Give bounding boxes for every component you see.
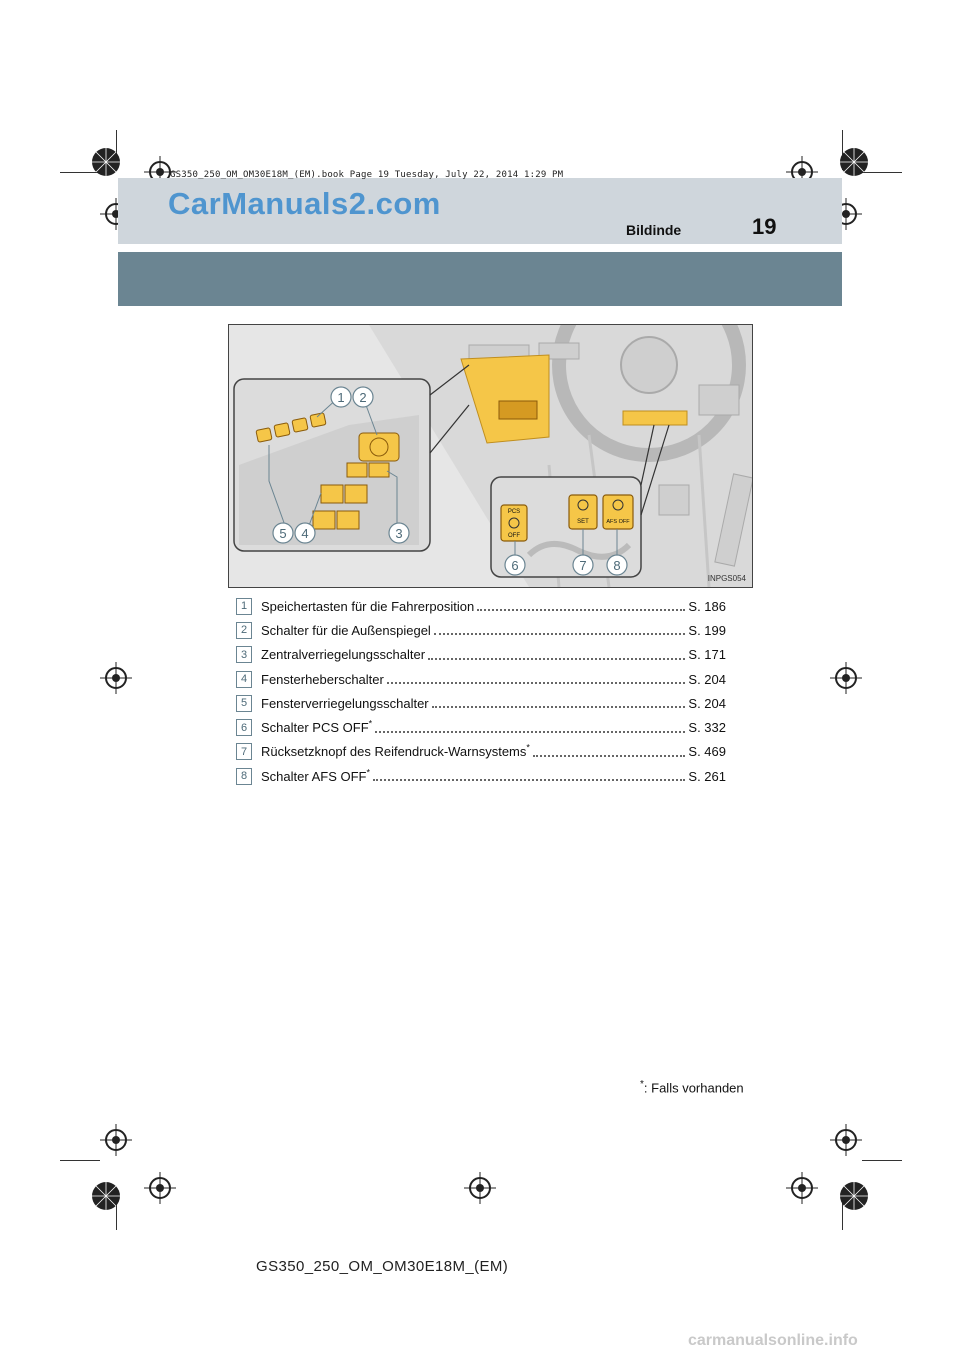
- starburst-registration-icon: [838, 146, 870, 178]
- list-item: [236, 594, 726, 618]
- page-reference[interactable]: S. 204: [688, 695, 726, 711]
- callout-4: 4: [301, 526, 309, 541]
- page-reference[interactable]: S. 261: [688, 768, 726, 784]
- item-label: Schalter PCS OFF*: [261, 718, 373, 736]
- callout-2: 2: [359, 390, 367, 405]
- callout-7: 7: [579, 558, 587, 573]
- starburst-registration-icon: [90, 1180, 122, 1212]
- crosshair-registration-icon: [100, 662, 132, 694]
- crop-line: [60, 1160, 100, 1161]
- optional-star: *: [368, 718, 373, 729]
- optional-star: *: [526, 743, 530, 754]
- item-number: 4: [236, 671, 252, 688]
- book-info-line: GS350_250_OM_OM30E18M_(EM).book Page 19 Tuesday, July 22, 2014 1:29 PM: [170, 170, 564, 180]
- item-label: Speichertasten für die Fahrerposition: [261, 598, 475, 614]
- crosshair-registration-icon: [830, 662, 862, 694]
- item-number: 1: [236, 598, 252, 615]
- list-item: [236, 667, 726, 691]
- leader-dots: [387, 682, 686, 684]
- page-reference[interactable]: S. 171: [688, 647, 726, 663]
- optional-star: *: [366, 767, 370, 778]
- site-watermark[interactable]: carmanualsonline.info: [688, 1332, 858, 1349]
- crosshair-registration-icon: [830, 1124, 862, 1156]
- crosshair-registration-icon: [786, 1172, 818, 1204]
- callout-6: 6: [511, 558, 519, 573]
- item-number: 8: [236, 768, 252, 785]
- item-label: Schalter für die Außenspiegel: [261, 622, 431, 638]
- callout-3: 3: [395, 526, 403, 541]
- callout-5: 5: [279, 526, 287, 541]
- item-label: Rücksetzknopf des Reifendruck-Warnsystems*: [261, 743, 530, 760]
- section-title: Bildinde: [626, 222, 682, 238]
- page-reference[interactable]: S. 332: [688, 720, 726, 736]
- crosshair-registration-icon: [100, 1124, 132, 1156]
- page-reference[interactable]: S. 199: [688, 622, 726, 638]
- section-band: [118, 252, 842, 306]
- list-item: [236, 691, 726, 715]
- callout-8: 8: [613, 558, 621, 573]
- afs-label: AFS OFF: [606, 519, 630, 525]
- footnote-star: *: [640, 1079, 644, 1090]
- page-reference[interactable]: S. 186: [688, 598, 726, 614]
- item-label: Fensterverriegelungsschalter: [261, 695, 429, 711]
- pcs-label: PCS: [507, 509, 521, 515]
- list-item: [236, 643, 726, 667]
- crosshair-registration-icon: [464, 1172, 496, 1204]
- footnote-text: : Falls vorhanden: [643, 1080, 744, 1096]
- footnote: [640, 1079, 744, 1095]
- page-number: 19: [752, 214, 777, 239]
- leader-dots: [428, 658, 685, 660]
- crop-line: [862, 1160, 902, 1161]
- item-label: Zentralverriegelungsschalter: [261, 647, 426, 663]
- item-label: Fensterheberschalter: [261, 671, 384, 687]
- list-item: [236, 715, 726, 739]
- list-item: [236, 764, 726, 788]
- callout-list: [236, 594, 726, 788]
- leader-dots: [533, 755, 686, 757]
- leader-dots: [434, 633, 686, 635]
- item-number: 2: [236, 622, 252, 639]
- watermark-logo[interactable]: CarManuals2.com: [168, 186, 441, 221]
- page-reference[interactable]: S. 469: [688, 744, 726, 760]
- leader-dots: [432, 706, 686, 708]
- page-reference[interactable]: S. 204: [688, 671, 726, 687]
- leader-dots: [373, 779, 685, 781]
- starburst-registration-icon: [90, 146, 122, 178]
- dashboard-illustration: [228, 324, 753, 588]
- item-label: Schalter AFS OFF*: [261, 767, 370, 784]
- set-label: SET: [577, 519, 589, 525]
- footer-code: GS350_250_OM_OM30E18M_(EM): [256, 1258, 509, 1275]
- crosshair-registration-icon: [144, 1172, 176, 1204]
- item-number: 7: [236, 743, 252, 760]
- item-number: 6: [236, 719, 252, 736]
- item-number: 3: [236, 646, 252, 663]
- list-item: [236, 740, 726, 764]
- item-number: 5: [236, 695, 252, 712]
- callout-1: 1: [337, 390, 345, 405]
- figure-code: INPGS054: [707, 574, 746, 583]
- starburst-registration-icon: [838, 1180, 870, 1212]
- leader-dots: [477, 609, 685, 611]
- pcs-off-label: OFF: [508, 533, 520, 539]
- list-item: [236, 618, 726, 642]
- leader-dots: [375, 731, 685, 733]
